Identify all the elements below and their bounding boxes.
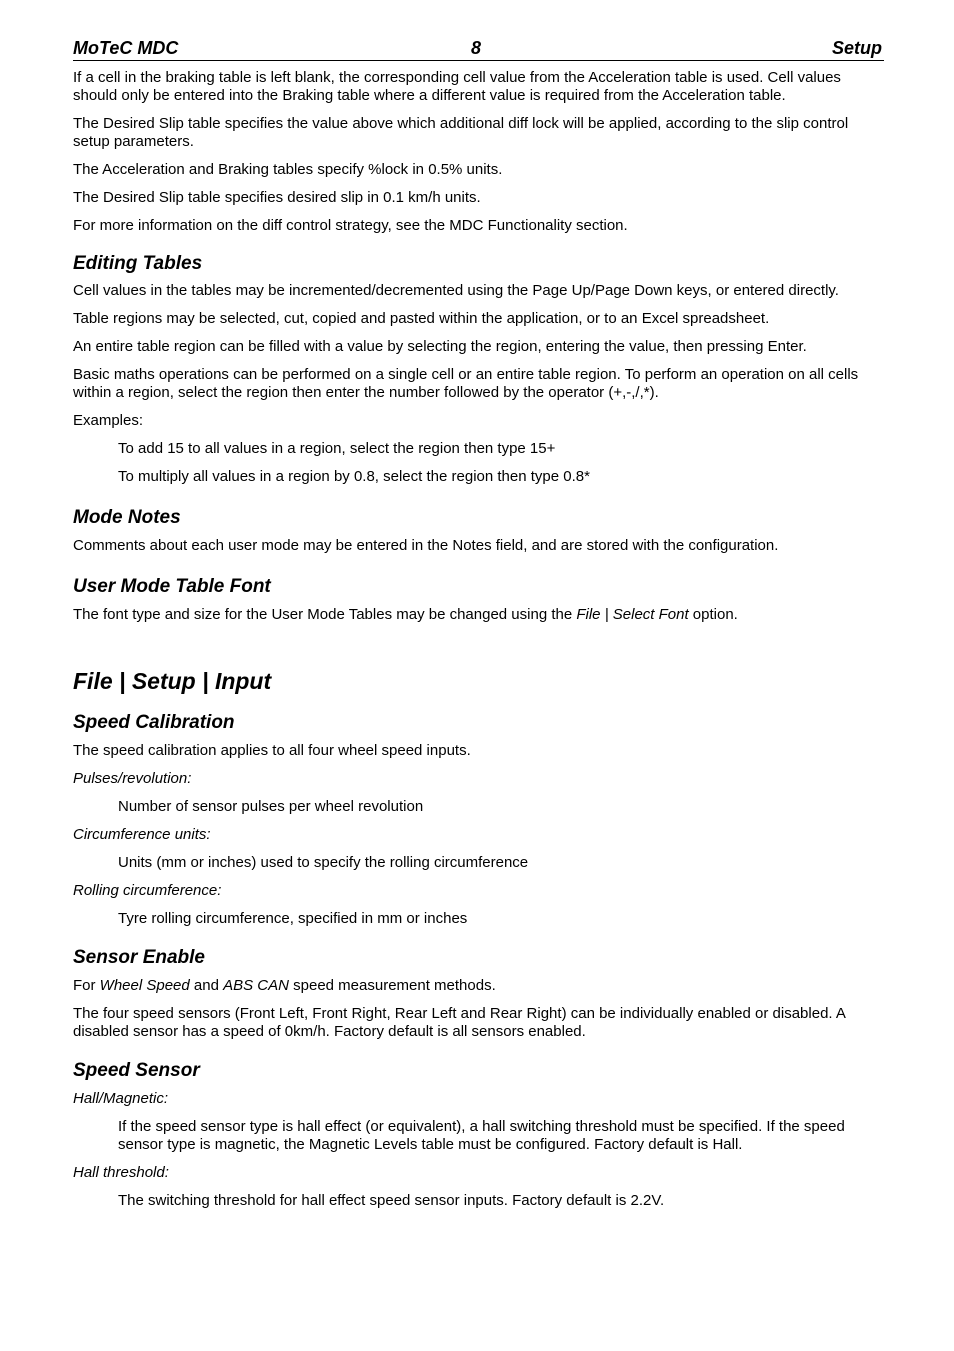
paragraph: The four speed sensors (Front Left, Front Right, Rear Left and Rear Right) can be individually enabled or disabled. A disabled sensor has a speed of 0km/h. Factory default is all sensors enabled.: [73, 1005, 846, 1040]
header-section: Setup: [831, 38, 882, 58]
page-number: 8: [471, 38, 482, 58]
header-title: MoTeC MDC: [73, 38, 179, 58]
paragraph: For more information on the diff control strategy, see the MDC Functionality section.: [73, 217, 628, 234]
field-label: Hall/Magnetic:: [73, 1090, 169, 1107]
field-description: The switching threshold for hall effect speed sensor inputs. Factory default is 2.2V.: [118, 1192, 665, 1209]
paragraph: If a cell in the braking table is left blank, the corresponding cell value from the Acceleration table is used. Cell values should only be entered into the Braking table where a different value is required from the Acceleration table.: [73, 69, 841, 104]
section-title: File | Setup | Input: [73, 668, 272, 694]
method-name: Wheel Speed: [99, 977, 190, 994]
document-page: [73, 36, 884, 1210]
field-label: Rolling circumference:: [73, 882, 222, 899]
heading-user-mode-table-font: User Mode Table Font: [73, 576, 271, 597]
paragraph: [73, 977, 884, 995]
example-item: To multiply all values in a region by 0.8, select the region then type 0.8*: [118, 468, 590, 485]
field-description: If the speed sensor type is hall effect (or equivalent), a hall switching threshold must be specified. If the speed sensor type is magnetic, the Magnetic Levels table must be configured. Factory default is Hall.: [118, 1118, 845, 1153]
heading-mode-notes: Mode Notes: [73, 507, 181, 528]
paragraph: Comments about each user mode may be entered in the Notes field, and are stored with the configuration.: [73, 537, 779, 554]
paragraph: Basic maths operations can be performed on a single cell or an entire table region. To perform an operation on all cells within a region, select the region then enter the number followed by the operator (+,-,/,*).: [73, 366, 859, 401]
paragraph: Table regions may be selected, cut, copied and pasted within the application, or to an Excel spreadsheet.: [73, 310, 770, 327]
field-label: Circumference units:: [73, 826, 211, 843]
page-header: [73, 36, 884, 61]
paragraph: The Acceleration and Braking tables specify %lock in 0.5% units.: [73, 161, 503, 178]
text-run: The font type and size for the User Mode Tables may be changed using the: [73, 606, 577, 623]
paragraph: The Desired Slip table specifies desired slip in 0.1 km/h units.: [73, 189, 481, 206]
text-run: speed measurement methods.: [288, 977, 496, 994]
field-description: Units (mm or inches) used to specify the rolling circumference: [118, 854, 529, 871]
paragraph: [73, 606, 884, 624]
field-label: Hall threshold:: [73, 1164, 169, 1181]
example-item: To add 15 to all values in a region, select the region then type 15+: [118, 440, 556, 457]
heading-speed-calibration: Speed Calibration: [73, 712, 235, 733]
heading-speed-sensor: Speed Sensor: [73, 1060, 200, 1081]
text-run: For: [73, 977, 100, 994]
text-run: option.: [688, 606, 738, 623]
paragraph: An entire table region can be filled with a value by selecting the region, entering the value, then pressing Enter.: [73, 338, 807, 355]
heading-editing-tables: Editing Tables: [73, 253, 203, 274]
heading-sensor-enable: Sensor Enable: [73, 947, 205, 968]
text-run: and: [189, 977, 224, 994]
method-name: ABS CAN: [223, 977, 289, 994]
field-description: Tyre rolling circumference, specified in mm or inches: [118, 910, 468, 927]
field-label: Pulses/revolution:: [73, 770, 192, 787]
menu-reference: File | Select Font: [576, 606, 689, 623]
paragraph: The Desired Slip table specifies the value above which additional diff lock will be applied, according to the slip control setup parameters.: [73, 115, 849, 150]
field-description: Number of sensor pulses per wheel revolution: [118, 798, 424, 815]
examples-label: Examples:: [73, 412, 144, 429]
paragraph: Cell values in the tables may be incremented/decremented using the Page Up/Page Down keys, or entered directly.: [73, 282, 839, 299]
paragraph: The speed calibration applies to all four wheel speed inputs.: [73, 742, 471, 759]
